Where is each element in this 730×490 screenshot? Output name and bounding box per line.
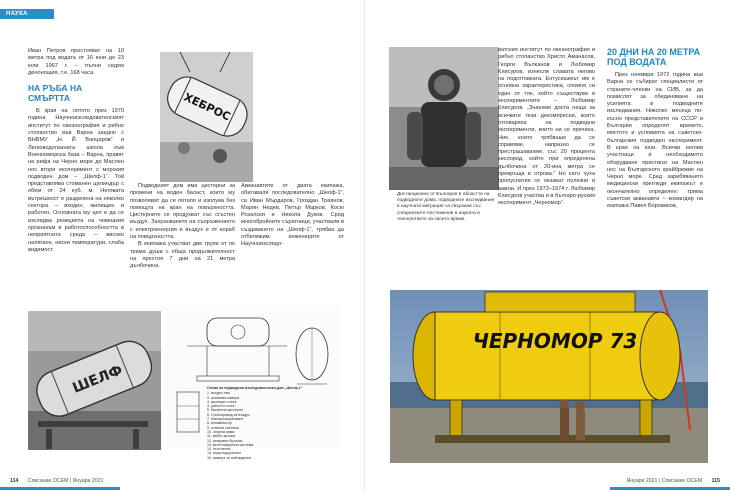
left-column-3 bbox=[241, 183, 344, 249]
right-footer bbox=[627, 478, 720, 484]
diagram-shelf-schematic bbox=[167, 306, 339, 460]
diagram-legend bbox=[207, 386, 327, 460]
footer-magazine: Януари 2021 | Списание ОСЕМ bbox=[626, 478, 703, 484]
left-column-2 bbox=[130, 183, 235, 271]
legend-item: 10. опорна рама bbox=[207, 429, 235, 434]
left-column-1 bbox=[28, 48, 124, 254]
page-number: 114 bbox=[10, 478, 19, 484]
photo-chernomor-73 bbox=[390, 290, 708, 463]
article-paragraph: През ноември 1972 година във Варна се събират специалисти от страните-членки на СИВ, за да помислят за обединяване на усилията в подводните изследвания. Няколко месеца по-късно представителите на СССР и България определят времето, мястото и условията на съветско-българския подводен експеримент. В края на юни. Всички негови участници и необходимото оборудване пристигат на Маслен нос на Българското крайбрежие на Черно море. Сред зарибяването медицински прегледи екипажът е окончателно определен: трима съветски акванавти – командир на екипажа Павел Боровиков, bbox=[607, 72, 703, 210]
legend-item: 9. котвена система bbox=[207, 425, 239, 430]
chernomor-label: ЧЕРНОМОР 73 bbox=[472, 329, 638, 353]
legend-item: 15. водосъдържател bbox=[207, 451, 242, 456]
legend-item: 7. електрозахранване bbox=[207, 417, 244, 422]
article-paragraph: ватския институт по океанография и рибно стопанство Христо Аманасов, Георги Вълканов и Любомир Клисуров, изнесли славата негово на подготовката. Ентусиазмът им е основна характеристика, спомня си един от тях, който съществува в експериментите – Любомир Клисуров. „Знаехме доста неща за всичките тези декомпресии, които отговаряха на подводни експерименти, които ни се пречиха. Ние, които трябваше да се справяме, напразно се престрашавахме, със 20 процента кислород, който при определена дълбочина от 20-ина метра се превръща в отрова.“ Но като чуха пропуснатия се оказват полезни и важни. И през 1973–1974 г. Любомир Клисуров участва и в българо-руския експеримент „Черномор“. bbox=[498, 47, 595, 207]
heading-na-raba: НА РЪБА НА СМЪРТТА bbox=[28, 83, 83, 104]
legend-item: 8. илюминатор bbox=[207, 421, 232, 426]
right-column-2 bbox=[607, 47, 703, 211]
diagram-title: Схема на подводния изследователски дом „Шелф-1“ bbox=[207, 386, 303, 390]
intro-text: Иван Петров престояват на 10 метра под водата от 16 юни до 23 юли 1967 г. – пълни седем денонощия, т.е. 168 часа. bbox=[28, 48, 124, 76]
legend-item: 6. тръбопровод за въздух bbox=[207, 412, 250, 417]
legend-item: 16. камера за наблюдение bbox=[207, 455, 252, 460]
article-paragraph: В края на лятото през 1970 година Научноизследователският институт по океанография и рибно стопанство във Варна заедно с ВНВМУ „Н. Й. Вапцаров“ и Легководолазната школа към Военноморска база – Варна, правят на рифа на Черно море до Маслен нос втори експеримент с морския подводен дом – „Шелф-1“. Той представлява стоманен цилиндър с обем от 24 куб. м. Неговата вътрешност е разделена на няколко сектора – входен, жилищен и работен. Основната му цел е да се изследва реакцията на човешкия организъм и работоспособността в неприятната среда – високо налягане, ниски температури, слаба видимост. bbox=[28, 108, 124, 253]
left-footer bbox=[10, 478, 103, 484]
section-tag: НАУКА bbox=[0, 9, 54, 19]
right-page bbox=[365, 0, 730, 490]
legend-item: 11. кабел-връзка bbox=[207, 434, 236, 439]
footer-magazine: Списание ОСЕМ | Януари 2021 bbox=[27, 478, 104, 484]
photo-hebros-habitat bbox=[160, 52, 253, 182]
legend-item: 14. отопление bbox=[207, 447, 231, 452]
photo-shelf-habitat bbox=[28, 311, 161, 450]
hebros-label: ХЕБРОС bbox=[181, 90, 233, 124]
page-number: 115 bbox=[711, 478, 720, 484]
shelf-label: ШЕЛФ bbox=[70, 362, 125, 397]
legend-item: 3. жилищен отсек bbox=[207, 399, 237, 404]
photo-diver bbox=[389, 47, 499, 190]
legend-item: 1. входен люк bbox=[207, 391, 231, 396]
legend-item: 12. резервни бутилки bbox=[207, 438, 243, 443]
heading-20-days: 20 ДНИ НА 20 МЕТРА ПОД ВОДАТА bbox=[607, 47, 701, 67]
legend-item: 4. работен отсек bbox=[207, 404, 235, 409]
article-paragraph: Подводният дом има цистерни за промени на воден баласт, които му позволяват да се потапя и изплува без помощта на кран на повърхността. Цистерните се продухват със сгъстен въздух. Захранването на съоръжението с електроенергия и въздух е от кораб на повърхността. bbox=[130, 183, 235, 241]
article-paragraph: Акванавтите от двата екипажа, обитавали последователно „Шелф-1“, са Иван Мърдаров, Гроздан Траянов, Марин Недев, Петър Марков, Косю Розалски и Никола Дуков. Сред многобройните съратници, участвали в създаването на „Шелф-1“, трябва да отбележим инженерите от Научноизследо- bbox=[241, 183, 344, 248]
article-paragraph: В екипажа участват две групи от по трима души с обща продължителност на престоя 7 дни на 21 метра дълбочина. bbox=[130, 241, 235, 270]
right-column-1 bbox=[498, 47, 595, 208]
photo-caption: Дистанционно от България в областта на подводните дома, подводните изследвания в научната миграция са свързани със специалните постижения в науката и технологиите за своето време. bbox=[397, 192, 495, 222]
legend-item: 5. баластни цистерни bbox=[207, 408, 243, 413]
legend-item: 2. шлюзова камера bbox=[207, 395, 240, 400]
legend-item: 13. вентилационна система bbox=[207, 442, 254, 447]
